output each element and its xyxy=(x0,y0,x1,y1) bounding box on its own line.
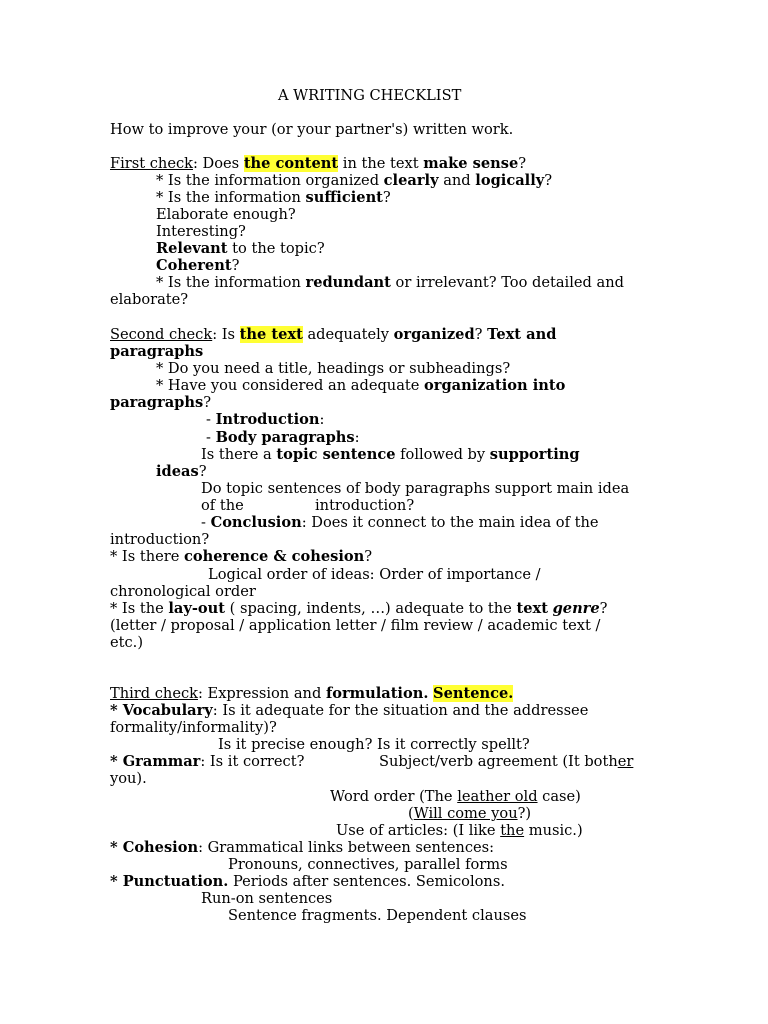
text-run: - xyxy=(206,429,216,446)
text-run: ? xyxy=(599,600,608,617)
bold-text: Introduction xyxy=(215,411,320,428)
bold-text: make sense xyxy=(423,155,519,172)
text-run: - xyxy=(201,514,211,531)
bold-text: * Vocabulary xyxy=(110,702,213,719)
first-check-coherent xyxy=(156,257,239,274)
support-line-1: Do topic sentences of body paragraphs support main idea xyxy=(201,480,630,497)
layout-item xyxy=(110,600,607,617)
bold-text: text xyxy=(516,600,548,617)
second-check-item-1: * Do you need a title, headings or subheadings? xyxy=(156,360,511,377)
text-run: : Does it connect to the main idea of the xyxy=(301,514,599,531)
text-run: in the text xyxy=(338,155,424,172)
first-check-interesting: Interesting? xyxy=(156,223,246,240)
word-order-line xyxy=(330,788,581,805)
bold-text: Text and xyxy=(487,326,557,343)
text-run: ( xyxy=(408,805,414,822)
text-run: ? xyxy=(382,189,391,206)
bold-text: organization into xyxy=(424,377,566,394)
text-run: ? xyxy=(203,394,212,411)
bold-text: paragraphs xyxy=(110,394,204,411)
text-run: and xyxy=(438,172,476,189)
underlined-text: Will come you xyxy=(413,805,518,822)
first-check-elaborate: Elaborate enough? xyxy=(156,206,296,223)
punctuation-item xyxy=(110,873,505,890)
logical-order-line: Logical order of ideas: Order of importance / xyxy=(208,566,541,583)
text-run: to the topic? xyxy=(227,240,325,257)
text-run: ? xyxy=(364,548,373,565)
introduction-item xyxy=(206,411,324,428)
text-run: ? xyxy=(231,257,240,274)
subject-verb-line xyxy=(379,753,633,770)
text-run: Use of articles: (I like xyxy=(336,822,501,839)
underlined-text: the xyxy=(500,822,525,839)
bold-text: ideas xyxy=(156,463,199,480)
second-check-item-2 xyxy=(156,377,565,394)
fragments-line: Sentence fragments. Dependent clauses xyxy=(228,907,527,924)
text-run: : Is xyxy=(212,326,240,343)
text-run: * Is the information xyxy=(156,274,306,291)
etc-line: etc.) xyxy=(110,634,144,651)
ideas-line xyxy=(156,463,207,480)
first-check-heading: First check xyxy=(110,155,193,172)
text-run: ? xyxy=(474,326,488,343)
run-on-line: Run-on sentences xyxy=(201,890,333,907)
support-line-2b: introduction? xyxy=(315,497,415,514)
conclusion-item-cont: introduction? xyxy=(110,531,210,548)
first-check-item-3 xyxy=(156,274,624,291)
bold-text: * Grammar xyxy=(110,753,201,770)
text-run: ( spacing, indents, …) adequate to the xyxy=(225,600,517,617)
grammar-item xyxy=(110,753,304,770)
intro-line: How to improve your (or your partner's) written work. xyxy=(110,121,514,138)
text-run: : Is it correct? xyxy=(200,753,305,770)
text-run: Is there a xyxy=(201,446,277,463)
cohesion-item xyxy=(110,839,494,856)
second-check-question xyxy=(110,326,556,343)
articles-line xyxy=(336,822,583,839)
third-check-heading: Third check xyxy=(110,685,198,702)
pronouns-line: Pronouns, connectives, parallel forms xyxy=(228,856,508,873)
first-check-item-2 xyxy=(156,189,391,206)
second-check-heading: Second check xyxy=(110,326,213,343)
second-check-item-2-cont xyxy=(110,394,211,411)
text-run: case) xyxy=(537,788,581,805)
body-paragraphs-item xyxy=(206,429,360,446)
vocabulary-item xyxy=(110,702,588,719)
text-run: - xyxy=(206,411,216,428)
text-run: : Is it adequate for the situation and the addressee xyxy=(212,702,589,719)
text-run: adequately xyxy=(302,326,394,343)
text-run: Subject/verb agreement (It both xyxy=(379,753,618,770)
bold-text: Coherent xyxy=(156,257,232,274)
bold-text: redundant xyxy=(305,274,391,291)
you-line: you). xyxy=(110,770,147,787)
bold-text: coherence & cohesion xyxy=(183,548,365,565)
genres-line: (letter / proposal / application letter / film review / academic text / xyxy=(110,617,601,634)
text-run: * Have you considered an adequate xyxy=(156,377,425,394)
text-run: ? xyxy=(518,155,527,172)
topic-sentence-line xyxy=(201,446,580,463)
text-run: ?) xyxy=(517,805,532,822)
text-run: ? xyxy=(198,463,207,480)
highlight-the-text: the text xyxy=(239,326,303,343)
bold-text: logically xyxy=(475,172,545,189)
document-title: A WRITING CHECKLIST xyxy=(278,87,462,104)
precise-line: Is it precise enough? Is it correctly spellt? xyxy=(218,736,530,753)
coherence-item xyxy=(110,548,372,565)
text-run: : Does xyxy=(193,155,244,172)
bold-text: Relevant xyxy=(156,240,228,257)
underlined-text: leather old xyxy=(457,788,538,805)
highlight-sentence: Sentence. xyxy=(433,685,514,702)
chronological-line: chronological order xyxy=(110,583,256,600)
text-run: Word order (The xyxy=(330,788,458,805)
conclusion-item xyxy=(201,514,599,531)
text-run: * Is the xyxy=(110,600,169,617)
formality-line: formality/informality)? xyxy=(110,719,277,736)
bold-text: lay-out xyxy=(168,600,225,617)
first-check-item-3-cont: elaborate? xyxy=(110,291,189,308)
bold-text: organized xyxy=(393,326,475,343)
text-run: : xyxy=(319,411,325,428)
first-check-item-1 xyxy=(156,172,552,189)
bold-text: Body paragraphs xyxy=(215,429,355,446)
text-run: : xyxy=(354,429,360,446)
bold-text: sufficient xyxy=(305,189,383,206)
text-run: * Is the information xyxy=(156,189,306,206)
text-run: Periods after sentences. Semicolons. xyxy=(228,873,505,890)
third-check-question xyxy=(110,685,513,702)
underlined-text: er xyxy=(617,753,634,770)
support-line-2a: of the xyxy=(201,497,244,514)
text-run: music.) xyxy=(524,822,583,839)
bold-text: * Punctuation. xyxy=(110,873,229,890)
bold-text: topic sentence xyxy=(276,446,396,463)
highlight-the-content: the content xyxy=(243,155,339,172)
bold-text: clearly xyxy=(383,172,439,189)
first-check-question xyxy=(110,155,526,172)
bold-text: Conclusion xyxy=(210,514,302,531)
bold-text: formulation. xyxy=(325,685,429,702)
text-run: ? xyxy=(544,172,553,189)
text-run: or irrelevant? Too detailed and xyxy=(390,274,624,291)
will-come-you-line xyxy=(408,805,531,822)
second-check-question-cont: paragraphs xyxy=(110,343,204,360)
bold-text: supporting xyxy=(489,446,580,463)
text-run: : Expression and xyxy=(197,685,326,702)
text-run: : Grammatical links between sentences: xyxy=(198,839,495,856)
text-run: * Is the information organized xyxy=(156,172,384,189)
text-run: * Is there xyxy=(110,548,184,565)
first-check-relevant xyxy=(156,240,325,257)
bold-text: * Cohesion xyxy=(110,839,199,856)
bold-italic-text: genre xyxy=(552,600,600,617)
text-run: followed by xyxy=(395,446,490,463)
